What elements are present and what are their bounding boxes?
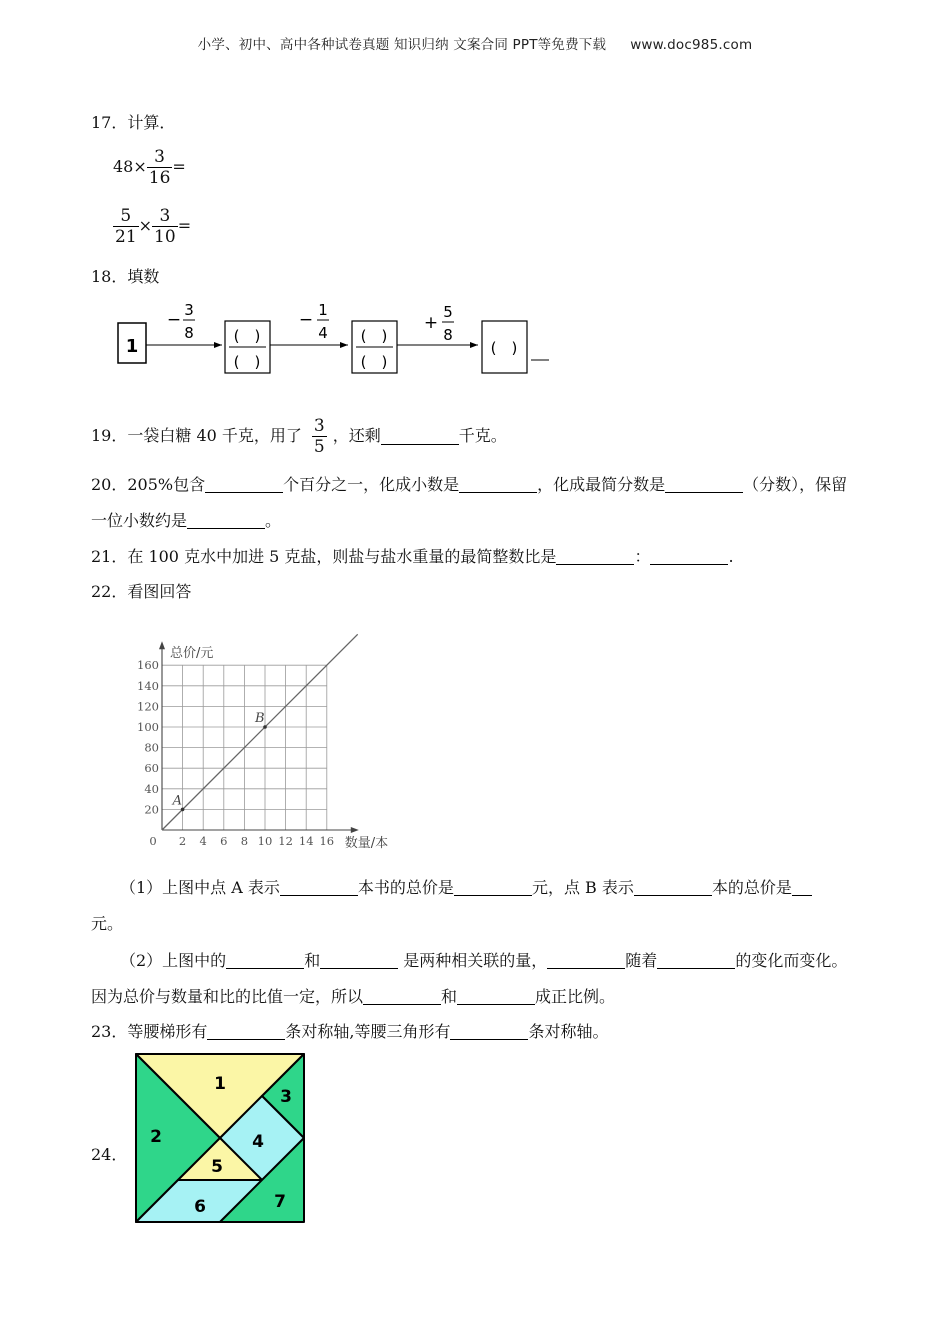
q18-op1-den: 8 <box>184 324 194 342</box>
q19-post2: 千克。 <box>458 426 507 445</box>
q20-l1c: ，化成最简分数是 <box>537 475 666 494</box>
q22-p1b: 本书的总价是 <box>357 878 454 897</box>
q17-e2-num1: 5 <box>120 206 132 226</box>
q18-op2-den: 4 <box>318 324 328 342</box>
q21-blank-2[interactable] <box>650 548 728 565</box>
q17-e1-op: × <box>133 157 147 176</box>
q22-p1a: （1）上图中点 A 表示 <box>120 878 280 897</box>
q22-p3a: 因为总价与数量和比的比值一定，所以 <box>91 987 364 1006</box>
q21-text: 21．在 100 克水中加进 5 克盐，则盐与盐水重量的最简整数比是 <box>91 547 557 566</box>
q18-op1-num: 3 <box>184 301 194 319</box>
q17-e2-fraction-1 <box>113 206 139 247</box>
x-tick-label: 12 <box>278 834 293 848</box>
tangram-label-3: 3 <box>280 1087 292 1107</box>
q17-e1-num: 3 <box>154 147 165 167</box>
q22-p1-blank-4[interactable] <box>792 879 812 896</box>
q22-line-chart <box>128 628 408 856</box>
q22-p1c: 元，点 B 表示 <box>531 878 634 897</box>
q17-e2-fraction-2 <box>152 206 178 247</box>
q19 <box>91 413 507 459</box>
q21-end: . <box>728 547 734 566</box>
tangram-label-6: 6 <box>194 1197 206 1217</box>
y-axis-arrow <box>159 641 165 649</box>
q23-b: 条对称轴,等腰三角形有 <box>285 1022 451 1041</box>
y-axis-label: 总价/元 <box>170 646 214 662</box>
q22-p1-blank-2[interactable] <box>454 879 532 896</box>
q20-blank-3[interactable] <box>665 476 743 493</box>
q22-p2d: 随着 <box>625 951 658 970</box>
q22-part1-line2: 元。 <box>91 914 124 933</box>
x-tick-label: 6 <box>220 834 228 848</box>
q17-e1-fraction <box>147 147 173 188</box>
q22-p2-blank-2[interactable] <box>320 952 398 969</box>
q23-blank-2[interactable] <box>450 1023 528 1040</box>
q23-blank-1[interactable] <box>207 1023 285 1040</box>
tangram-label-2: 2 <box>150 1127 162 1147</box>
q18-box2-num[interactable]: ( ) <box>233 327 261 345</box>
x-tick-label: 14 <box>298 834 314 848</box>
q21-blank-1[interactable] <box>556 548 634 565</box>
q17-e2-eq: = <box>177 216 192 235</box>
q18-fill-diagram <box>110 295 560 380</box>
tangram-label-1: 1 <box>214 1074 226 1094</box>
x-tick-label: 16 <box>319 834 335 848</box>
q18-box2-den[interactable]: ( ) <box>233 353 261 371</box>
tangram-label-7: 7 <box>274 1192 286 1212</box>
page-header <box>0 33 950 53</box>
q22-p3c: 成正比例。 <box>535 987 616 1006</box>
header-url[interactable]: www.doc985.com <box>630 37 753 53</box>
q23-c: 条对称轴。 <box>528 1022 609 1041</box>
q22-p2a: （2）上图中的 <box>120 951 227 970</box>
q17-expr-1 <box>113 147 186 188</box>
q22-p3-blank-2[interactable] <box>457 988 535 1005</box>
q18-start-value: 1 <box>125 336 139 357</box>
q20-l1d: （分数），保留 <box>743 475 848 494</box>
q19-post1: ，还剩 <box>332 426 381 445</box>
point-label-A: A <box>172 793 182 809</box>
q17-title: 17．计算． <box>91 113 176 132</box>
q23 <box>91 1022 608 1042</box>
q18-op1-sign: − <box>166 310 182 330</box>
q17-e1-left: 48 <box>113 157 134 176</box>
y-tick-label: 80 <box>144 740 159 755</box>
q17-e2-den2: 10 <box>154 227 176 247</box>
tangram-label-5: 5 <box>211 1157 223 1177</box>
q19-pre: 19．一袋白糖 40 千克，用了 <box>91 426 302 445</box>
x-tick-label: 10 <box>257 834 273 848</box>
q18-op2-num: 1 <box>318 301 328 319</box>
q18-op2-sign: − <box>298 310 314 330</box>
q17-e2-op: × <box>138 216 153 235</box>
q22-p2b: 和 <box>304 951 321 970</box>
q18-box3-den[interactable]: ( ) <box>360 353 388 371</box>
q19-blank[interactable] <box>381 428 459 445</box>
x-tick-label: 4 <box>199 834 207 848</box>
x-axis-label: 数量/本 <box>344 836 389 851</box>
q18-op3-num: 5 <box>443 303 453 321</box>
q20-line-1 <box>91 475 847 495</box>
q18-title: 18．填数 <box>91 267 160 286</box>
q20-l1b: 个百分之一，化成小数是 <box>283 475 460 494</box>
q17-e2-num2: 3 <box>159 206 171 226</box>
q24-number: 24． <box>91 1145 128 1164</box>
point-label-B: B <box>255 711 265 726</box>
q22-p3-blank-1[interactable] <box>363 988 441 1005</box>
y-tick-label: 60 <box>144 761 159 776</box>
q17-e1-den: 16 <box>148 168 171 188</box>
q22-p2-blank-3[interactable] <box>547 952 625 969</box>
y-tick-label: 160 <box>137 658 159 673</box>
q18-box4-value[interactable]: ( ) <box>490 339 518 357</box>
q20-l2b: 。 <box>265 511 282 530</box>
q22-p1-blank-1[interactable] <box>280 879 358 896</box>
q20-blank-4[interactable] <box>187 512 265 529</box>
series-line <box>162 634 358 830</box>
x-tick-label: 2 <box>178 834 187 848</box>
q20-blank-2[interactable] <box>459 476 537 493</box>
tangram-label-4: 4 <box>252 1132 264 1152</box>
q22-p1-blank-3[interactable] <box>634 879 712 896</box>
q23-a: 23．等腰梯形有 <box>91 1022 208 1041</box>
q19-den: 5 <box>313 436 325 457</box>
x-tick-label: 8 <box>240 834 249 848</box>
q20-l1a: 20．205%包含 <box>91 475 206 494</box>
q18-op3-sign: + <box>423 313 439 333</box>
y-tick-label: 100 <box>137 720 159 734</box>
q20-line-2 <box>91 511 281 531</box>
q17-expr-2 <box>113 206 191 247</box>
q22-p3b: 和 <box>441 987 458 1006</box>
q21 <box>91 547 734 567</box>
y-tick-label: 40 <box>144 781 159 796</box>
q18-op3-den: 8 <box>443 326 453 344</box>
q20-blank-1[interactable] <box>205 476 283 493</box>
q22-p2e: 的变化而变化。 <box>735 951 848 970</box>
q22-p2-blank-1[interactable] <box>226 952 304 969</box>
q24-tangram <box>134 1052 306 1226</box>
q22-part2-line2 <box>91 987 615 1007</box>
y-tick-label: 140 <box>137 678 159 693</box>
y-tick-label: 20 <box>144 802 159 817</box>
q22-title: 22．看图回答 <box>91 582 192 601</box>
q22-p1d: 本的总价是 <box>711 878 792 897</box>
q22-part2-line1 <box>120 951 847 971</box>
x-axis-arrow <box>351 827 359 833</box>
q17-e2-den1: 21 <box>115 227 137 247</box>
q18-box3-num[interactable]: ( ) <box>360 327 388 345</box>
q19-num: 3 <box>313 415 325 436</box>
q22-p2-blank-4[interactable] <box>657 952 735 969</box>
y-tick-label: 120 <box>137 699 159 714</box>
header-text: 小学、初中、高中各种试卷真题 知识归纳 文案合同 PPT等免费下载 <box>197 37 607 53</box>
q19-fraction <box>312 416 327 457</box>
q22-part1-line1 <box>120 878 812 898</box>
q21-colon: ： <box>634 547 651 566</box>
x-tick-label: 0 <box>149 834 157 848</box>
q22-p2c: 是两种相关联的量， <box>398 951 548 970</box>
q17-e1-eq: = <box>172 157 186 176</box>
q20-l2a: 一位小数约是 <box>91 511 188 530</box>
